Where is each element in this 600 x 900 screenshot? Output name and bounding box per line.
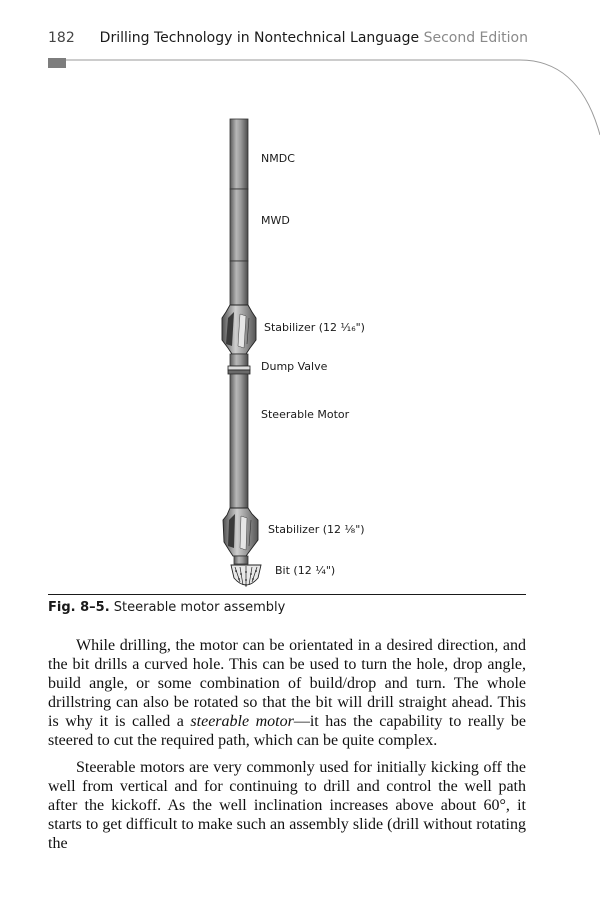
- steerable-motor-body: [230, 374, 248, 508]
- label-mwd: MWD: [261, 214, 290, 227]
- label-nmdc: NMDC: [261, 152, 295, 165]
- nmdc-collar: [230, 119, 248, 189]
- paragraph-2: Steerable motors are very commonly used for initially kicking off the well from vertical and for continuing to drill and control the well path after the kickoff. As the well inclination increases above about 60°, it starts to get difficult to make such an assembly slide (drill without rotating the: [48, 759, 526, 852]
- paragraph-1-part-b: —it has the capability to really be steered to cut the required path, which can be quite complex.: [48, 713, 527, 749]
- bit-sub: [234, 556, 248, 564]
- caption-rule: [48, 594, 526, 595]
- paragraph-1: [48, 636, 526, 750]
- caption-text: Steerable motor assembly: [113, 600, 286, 615]
- upper-stabilizer: [222, 305, 256, 354]
- label-stabilizer-lower: Stabilizer (12 ¹⁄₈"): [268, 523, 365, 536]
- book-edition: Second Edition: [423, 30, 528, 46]
- body-text: [48, 636, 526, 853]
- paragraph-1-part-a: While drilling, the motor can be orientated in a desired direction, and the bit drills a curved hole. This can be used to turn the hole, drop angle, build angle, or some combination of build/drop and turn. The whole drillstring can also be rotated so that the bit will drill straight ahead. This is why it is called a: [48, 637, 526, 730]
- label-stabilizer-upper: Stabilizer (12 ¹⁄₁₆"): [264, 321, 365, 334]
- page-number: 182: [48, 30, 75, 46]
- drill-bit: [231, 565, 261, 587]
- lower-stabilizer: [223, 508, 258, 556]
- dump-valve: [228, 354, 250, 374]
- label-steerable-motor: Steerable Motor: [261, 408, 350, 421]
- caption-number: Fig. 8–5.: [48, 600, 110, 615]
- paragraph-1-emphasis: steerable motor: [190, 713, 294, 730]
- book-title: Drilling Technology in Nontechnical Language: [99, 30, 420, 46]
- label-bit: Bit (12 ¹⁄₄"): [275, 564, 336, 577]
- mwd-tool: [230, 189, 248, 305]
- label-dump-valve: Dump Valve: [261, 360, 328, 373]
- figure-caption: [48, 600, 285, 615]
